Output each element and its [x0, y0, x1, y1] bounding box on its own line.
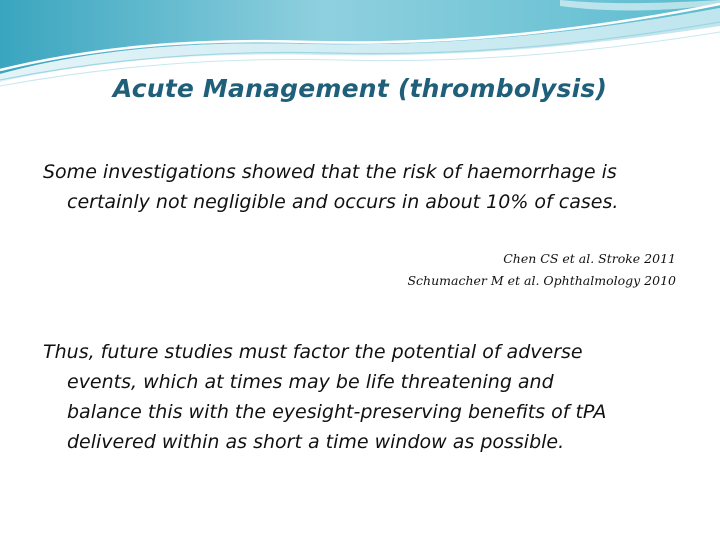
paragraph-haemorrhage-risk — [43, 157, 618, 217]
reference-schumacher: Schumacher M et al. Ophthalmology 2010 — [407, 273, 676, 288]
paragraph-line: balance this with the eyesight-preserving benefits of tPA — [67, 401, 607, 423]
paragraph-line: certainly not negligible and occurs in about 10% of cases. — [67, 191, 619, 213]
reference-chen: Chen CS et al. Stroke 2011 — [503, 251, 676, 266]
paragraph-future-studies — [43, 337, 606, 457]
slide-title: Acute Management (thrombolysis) — [112, 74, 608, 103]
paragraph-line: Some investigations showed that the risk of haemorrhage is — [43, 161, 617, 183]
paragraph-line: delivered within as short a time window as possible. — [67, 431, 565, 453]
paragraph-line: Thus, future studies must factor the potential of adverse — [43, 341, 583, 363]
paragraph-line: events, which at times may be life threatening and — [67, 371, 554, 393]
references — [407, 248, 676, 292]
